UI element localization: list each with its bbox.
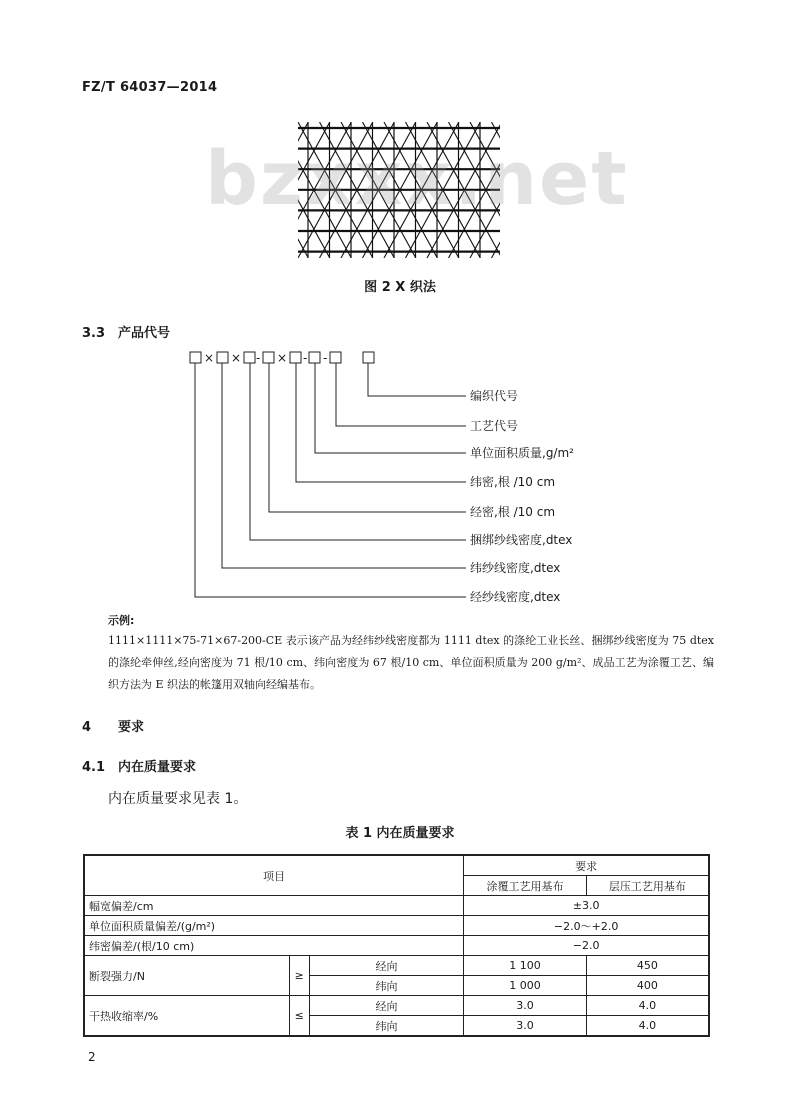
code-label-warp-yarn: 经纱线密度,dtex (470, 590, 561, 604)
row-value-laminating: 450 (586, 956, 709, 976)
section-title: 产品代号 (118, 326, 171, 341)
requirements-table (83, 854, 710, 1037)
row-value: −2.0～+2.0 (464, 916, 709, 936)
table-row (84, 916, 709, 936)
figure-caption: 图 2 X 织法 (364, 280, 436, 295)
svg-text:-: - (303, 351, 308, 365)
row-value-coating: 1 100 (464, 956, 587, 976)
section-title: 内在质量要求 (118, 760, 197, 775)
page-number: 2 (88, 1050, 96, 1064)
row-direction: 纬向 (309, 976, 463, 996)
svg-text:-: - (323, 351, 328, 365)
table-row (84, 996, 709, 1016)
section-heading-4 (82, 716, 144, 735)
row-value-coating: 3.0 (464, 996, 587, 1016)
header-coating-base: 涂覆工艺用基布 (464, 876, 587, 896)
row-value-coating: 1 000 (464, 976, 587, 996)
row-label: 干热收缩率/% (84, 996, 289, 1037)
section-title: 要求 (118, 720, 145, 735)
paragraph-4-1: 内在质量要求见表 1。 (108, 791, 248, 807)
table-row (84, 896, 709, 916)
product-code-diagram (180, 346, 640, 616)
row-symbol: ≤ (289, 996, 309, 1037)
svg-text:×: × (204, 351, 215, 365)
row-value-laminating: 4.0 (586, 1016, 709, 1037)
standard-code: FZ/T 64037—2014 (82, 80, 218, 95)
table-header-row (84, 855, 709, 876)
svg-text:×: × (231, 351, 242, 365)
row-label: 幅宽偏差/cm (84, 896, 464, 916)
row-value: −2.0 (464, 936, 709, 956)
code-label-warp-density: 经密,根 /10 cm (470, 505, 556, 519)
row-value-coating: 3.0 (464, 1016, 587, 1037)
row-symbol: ≥ (289, 956, 309, 996)
row-label: 纬密偏差/(根/10 cm) (84, 936, 464, 956)
table-caption: 表 1 内在质量要求 (345, 826, 455, 841)
header-requirement: 要求 (464, 855, 709, 876)
code-label-knit: 编织代号 (470, 389, 519, 403)
section-number: 4.1 (82, 760, 106, 775)
row-direction: 纬向 (309, 1016, 463, 1037)
row-label: 断裂强力/N (84, 956, 289, 996)
code-label-process: 工艺代号 (470, 419, 519, 433)
section-heading-4-1 (82, 756, 196, 775)
table-row (84, 956, 709, 976)
table-row (84, 936, 709, 956)
code-label-weft-density: 纬密,根 /10 cm (470, 475, 556, 489)
svg-text:-: - (256, 351, 261, 365)
watermark: bzxxx.net (205, 136, 629, 222)
code-label-mass: 单位面积质量,g/m² (470, 446, 574, 460)
section-number: 4 (82, 720, 92, 735)
header-item: 项目 (84, 855, 464, 896)
section-number: 3.3 (82, 326, 106, 341)
section-heading-3-3 (82, 322, 170, 341)
code-label-weft-yarn: 纬纱线密度,dtex (470, 561, 561, 575)
row-value: ±3.0 (464, 896, 709, 916)
header-laminating-base: 层压工艺用基布 (586, 876, 709, 896)
example-label: 示例: (108, 614, 135, 627)
row-direction: 经向 (309, 956, 463, 976)
row-label: 单位面积质量偏差/(g/m²) (84, 916, 464, 936)
svg-text:×: × (277, 351, 288, 365)
row-value-laminating: 400 (586, 976, 709, 996)
row-direction: 经向 (309, 996, 463, 1016)
code-label-binding-yarn: 捆绑纱线密度,dtex (470, 533, 573, 547)
row-value-laminating: 4.0 (586, 996, 709, 1016)
example-text: 1111×1111×75-71×67-200-CE 表示该产品为经纬纱线密度都为 1111 dtex 的涤纶工业长丝、捆绑纱线密度为 75 dtex 的涤纶牵伸丝,经向密度为 71 根/10 cm、纬向密度为 67 根/10 cm、单位面积质量为 200 g/m²、成品工艺为涂覆工艺、编织方法为 E 织法的帐篷用双轴向经编基布。 (108, 634, 714, 691)
